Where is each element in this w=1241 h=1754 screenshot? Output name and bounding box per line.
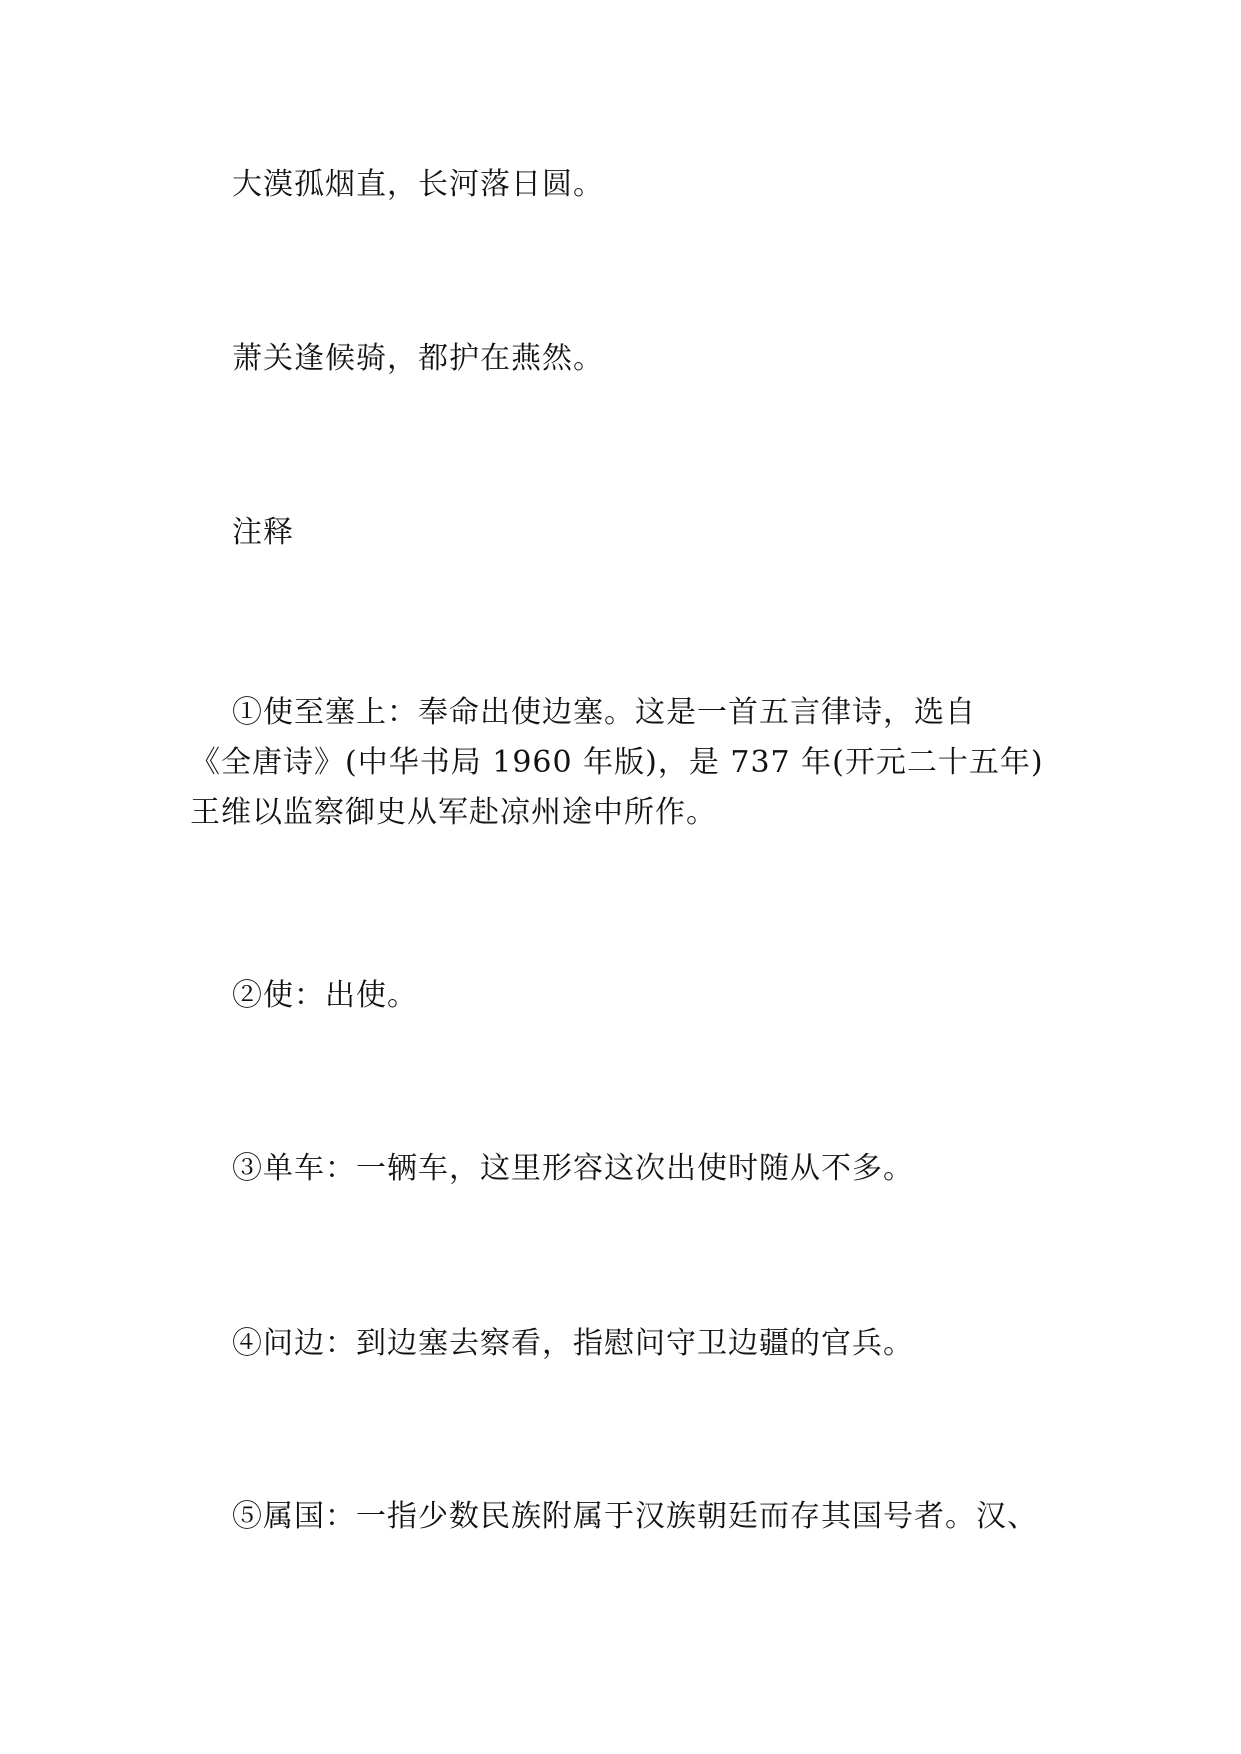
note-1 xyxy=(190,688,1060,838)
note-5: ⑤属国：一指少数民族附属于汉族朝廷而存其国号者。汉、 xyxy=(232,1499,1038,1534)
note-3: ③单车：一辆车，这里形容这次出使时随从不多。 xyxy=(232,1151,914,1186)
poem-line-4: 萧关逢候骑，都护在燕然。 xyxy=(232,341,604,376)
note-4: ④问边：到边塞去察看，指慰问守卫边疆的官兵。 xyxy=(232,1326,914,1361)
note-1-line-2: 《全唐诗》(中华书局 1960 年版)，是 737 年(开元二十五年) xyxy=(190,745,1044,780)
poem-line-3: 大漠孤烟直，长河落日圆。 xyxy=(232,167,604,202)
note-1-line-1: ①使至塞上：奉命出使边塞。这是一首五言律诗，选自 xyxy=(232,695,976,730)
note-1-line-3: 王维以监察御史从军赴凉州途中所作。 xyxy=(190,795,717,830)
notes-heading: 注释 xyxy=(232,515,294,550)
note-2: ②使：出使。 xyxy=(232,978,418,1013)
